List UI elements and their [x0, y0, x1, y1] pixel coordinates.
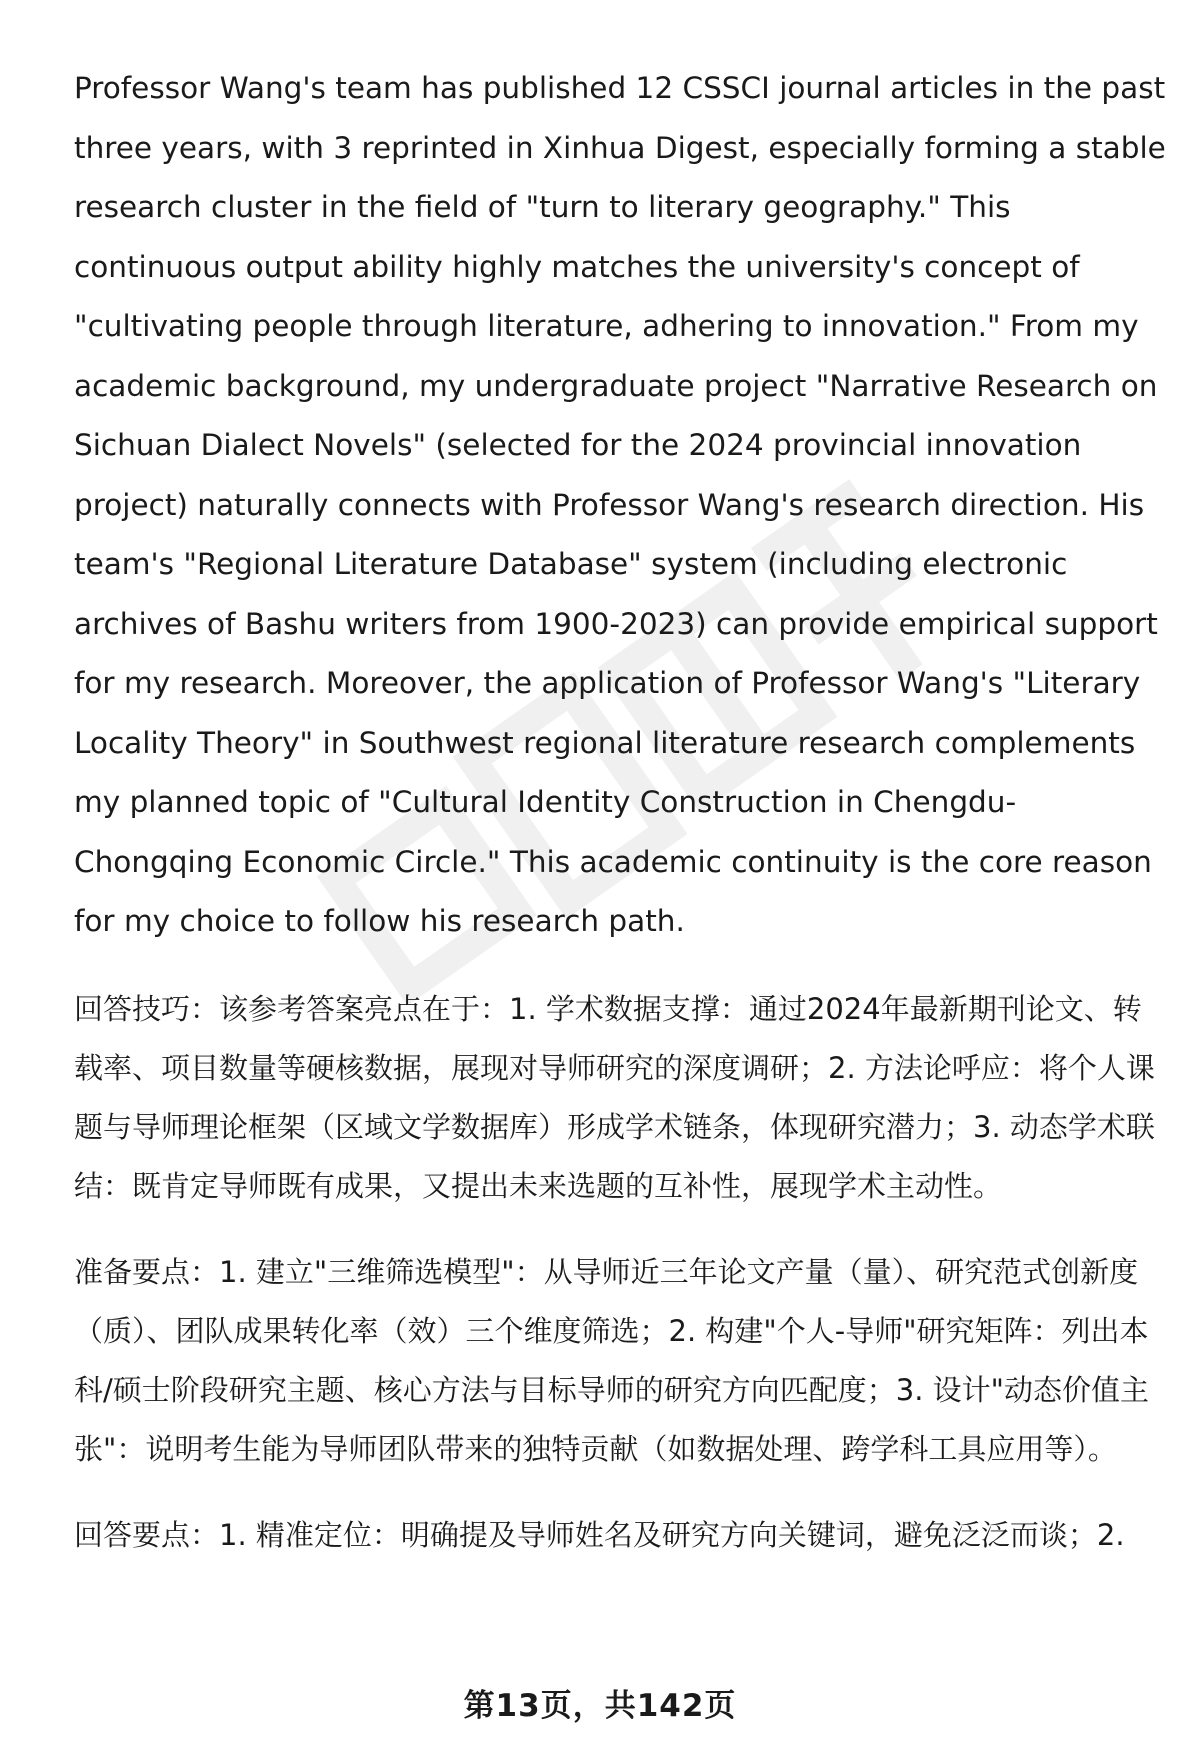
paragraph-answer-points: 回答要点：1. 精准定位：明确提及导师姓名及研究方向关键词，避免泛泛而谈；2. [74, 1517, 1125, 1552]
page-number-footer: 第13页，共142页 [463, 1688, 737, 1724]
document-body [74, 59, 1166, 1592]
paragraph-preparation-points: 准备要点：1. 建立"三维筛选模型"：从导师近三年论文产量（量）、研究范式创新度（质）、团队成果转化率（效）三个维度筛选；2. 构建"个人-导师"研究矩阵：列出本科/硕士阶段研究主题、核心方法与目标导师的研究方向匹配度；3. 设计"动态价值主张"：说明考生能为导师团队带来的独特贡献（如数据处理、跨学科工具应用等）。 [74, 1254, 1149, 1466]
paragraph-answer-english: Professor Wang's team has published 12 CSSCI journal articles in the past three years, with 3 reprinted in Xinhua Digest, especially forming a stable research cluster in the field of "turn to literary geography." This continuous output ability highly matches the university's concept of "cultivating people through literature, adhering to innovation." From my academic background, my undergraduate project "Narrative Research on Sichuan Dialect Novels" (selected for the 2024 provincial innovation project) naturally connects with Professor Wang's research direction. His team's "Regional Literature Database" system (including electronic archives of Bashu writers from 1900-2023) can provide empirical support for my research. Moreover, the application of Professor Wang's "Literary Locality Theory" in Southwest regional literature research complements my planned topic of "Cultural Identity Construction in Chengdu-Chongqing Economic Circle." This academic continuity is the core reason for my choice to follow his research path. [74, 71, 1166, 938]
paragraph-answer-tips: 回答技巧：该参考答案亮点在于：1. 学术数据支撑：通过2024年最新期刊论文、转载率、项目数量等硬核数据，展现对导师研究的深度调研；2. 方法论呼应：将个人课题与导师理论框架（区域文学数据库）形成学术链条，体现研究潜力；3. 动态学术联结：既肯定导师既有成果，又提出未来选题的互补性，展现学术主动性。 [74, 991, 1155, 1203]
